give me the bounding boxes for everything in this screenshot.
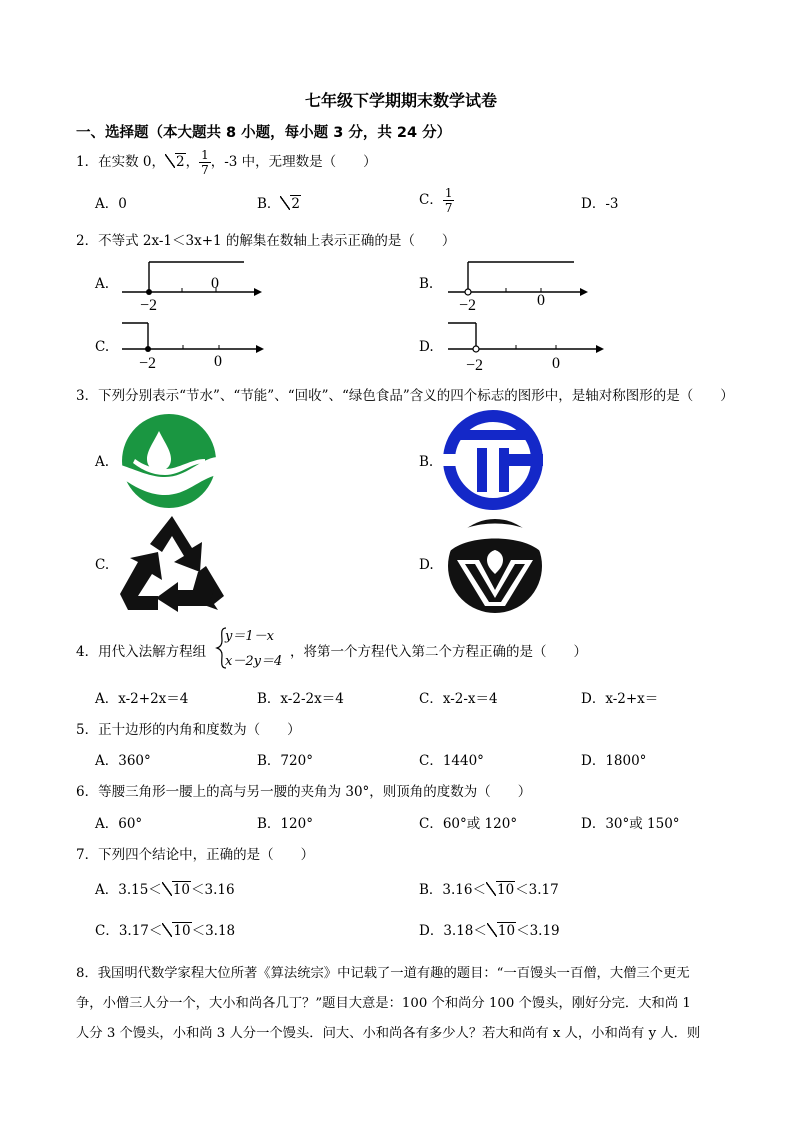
tick-label-0: 0 bbox=[552, 355, 560, 372]
q2-option-c[interactable]: C. bbox=[95, 339, 110, 355]
q7-option-d[interactable]: D．3.18＜ 10＜3.19 bbox=[419, 923, 560, 939]
q7-option-c[interactable]: C．3.17＜ 10＜3.18 bbox=[95, 923, 236, 939]
page-title: 七年级下学期期末数学试卷 bbox=[305, 91, 498, 110]
section-heading: 一、选择题（本大题共 8 小题，每小题 3 分，共 24 分） bbox=[76, 125, 452, 141]
q3-option-a[interactable]: A. bbox=[95, 454, 110, 470]
number-line-a bbox=[122, 258, 262, 313]
q5-option-b[interactable]: B．720° bbox=[257, 753, 313, 769]
question-6-stem: 6．等腰三角形一腰上的高与另一腰的夹角为 30°，则顶角的度数为（ ） bbox=[76, 784, 532, 800]
tick-label-neg2: −2 bbox=[466, 357, 484, 374]
question-1-stem bbox=[76, 148, 377, 177]
sqrt-symbol: 2 bbox=[165, 154, 186, 170]
q4-option-b[interactable]: B．x-2-2x＝4 bbox=[257, 691, 344, 707]
energy-saving-logo-icon bbox=[443, 410, 543, 510]
question-8-line-2: 争，小僧三人分一个，大小和尚各几丁？”题目大意是：100 个和尚分 100 个馒头，刚好分完．大和尚 1 bbox=[76, 996, 691, 1011]
equation-1: y＝1－x bbox=[225, 629, 274, 644]
q7-option-b[interactable]: B．3.16＜ 10＜3.17 bbox=[419, 882, 559, 898]
q3-option-b[interactable]: B. bbox=[419, 454, 434, 470]
sqrt-symbol: 10 bbox=[487, 923, 516, 939]
q1-stem-pre: 1．在实数 0， bbox=[76, 154, 165, 170]
q3-option-d[interactable]: D. bbox=[419, 557, 434, 573]
q1-option-d[interactable]: D．-3 bbox=[581, 196, 619, 212]
q1-sep: ， bbox=[185, 154, 200, 170]
number-line-d bbox=[448, 318, 604, 376]
q4-option-d[interactable]: D．x-2+x＝ bbox=[581, 691, 659, 707]
tick-label-neg2: −2 bbox=[140, 297, 158, 314]
number-line-b bbox=[448, 258, 588, 313]
water-saving-logo-icon bbox=[121, 413, 217, 509]
fraction: $\frac{1}{7}$ bbox=[201, 148, 209, 177]
q3-option-c[interactable]: C. bbox=[95, 557, 110, 573]
q6-option-a[interactable]: A．60° bbox=[95, 816, 143, 832]
sqrt-symbol: 2 bbox=[280, 196, 301, 212]
q2-option-d[interactable]: D. bbox=[419, 339, 434, 355]
q6-option-c[interactable]: C．60°或 120° bbox=[419, 816, 518, 832]
q5-option-a[interactable]: A．360° bbox=[95, 753, 151, 769]
q1-option-a[interactable]: A．0 bbox=[95, 196, 127, 212]
tick-label-neg2: −2 bbox=[139, 355, 157, 372]
question-8-line-1: 8．我国明代数学家程大位所著《算法统宗》中记载了一道有趣的题目：“一百馒头一百僧，大僧三个更无 bbox=[76, 966, 690, 981]
tick-label-0: 0 bbox=[537, 292, 545, 309]
q4-stem-post: ，将第一个方程代入第二个方程正确的是（ ） bbox=[290, 644, 587, 660]
question-5-stem: 5．正十边形的内角和度数为（ ） bbox=[76, 722, 301, 738]
question-7-stem: 7．下列四个结论中，正确的是（ ） bbox=[76, 847, 315, 863]
question-2-stem: 2．不等式 2x-1＜3x+1 的解集在数轴上表示正确的是（ ） bbox=[76, 233, 456, 249]
q6-option-d[interactable]: D．30°或 150° bbox=[581, 816, 680, 832]
q1-option-b[interactable]: B． 2 bbox=[257, 196, 301, 212]
q4-stem-pre: 4．用代入法解方程组 bbox=[76, 644, 207, 660]
tick-label-neg2: −2 bbox=[459, 297, 477, 314]
green-food-logo-icon bbox=[443, 514, 547, 614]
q2-option-b[interactable]: B. bbox=[419, 276, 434, 292]
q5-option-d[interactable]: D．1800° bbox=[581, 753, 647, 769]
question-8-line-3: 人分 3 个馒头，小和尚 3 人分一个馒头．问大、小和尚各有多少人？若大和尚有 x 人，小和尚有 y 人．则 bbox=[76, 1026, 701, 1041]
recycle-logo-icon bbox=[118, 514, 226, 612]
q1-stem-post: ，-3 中，无理数是（ ） bbox=[210, 154, 377, 170]
sqrt-symbol: 10 bbox=[162, 882, 191, 898]
q2-option-a[interactable]: A. bbox=[95, 276, 110, 292]
q5-option-c[interactable]: C．1440° bbox=[419, 753, 484, 769]
tick-label-0: 0 bbox=[214, 353, 222, 370]
q7-option-a[interactable]: A．3.15＜ 10＜3.16 bbox=[95, 882, 235, 898]
question-3-stem: 3．下列分别表示“节水”、“节能”、“回收”、“绿色食品”含义的四个标志的图形中，是轴对称图形的是（ ） bbox=[76, 388, 734, 404]
sqrt-symbol: 10 bbox=[162, 923, 191, 939]
sqrt-symbol: 10 bbox=[486, 882, 515, 898]
equation-2: x－2y＝4 bbox=[225, 654, 283, 669]
q6-option-b[interactable]: B．120° bbox=[257, 816, 313, 832]
number-line-c bbox=[122, 318, 264, 373]
q4-option-a[interactable]: A．x-2+2x＝4 bbox=[95, 691, 189, 707]
q4-option-c[interactable]: C．x-2-x＝4 bbox=[419, 691, 498, 707]
tick-label-0: 0 bbox=[211, 275, 219, 292]
fraction: $\frac{1}{7}$ bbox=[444, 186, 453, 215]
q1-option-c[interactable]: C． $\frac{1}{7}$ bbox=[419, 186, 453, 215]
